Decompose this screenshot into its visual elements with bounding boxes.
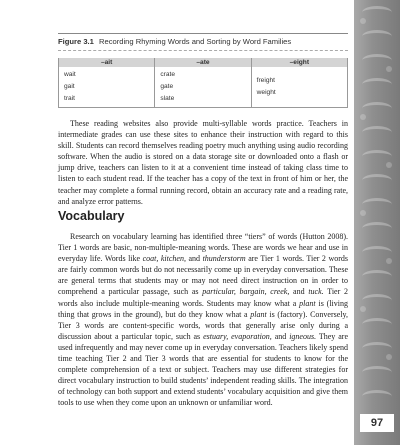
word-cell: freight (256, 77, 275, 84)
figure-dashed-rule (58, 50, 348, 51)
column-eight (252, 67, 347, 107)
tread-mark (362, 270, 392, 283)
italic-run: coat, kitchen, (142, 254, 186, 264)
header-eight: –eight (289, 59, 310, 66)
word-cell: wait (64, 71, 76, 78)
italic-run: tuck. (308, 287, 324, 297)
italic-run: plant (250, 309, 267, 319)
tread-mark (362, 6, 392, 19)
word-cell: gait (64, 83, 75, 90)
tread-dot (360, 306, 366, 312)
word-cell: weight (256, 89, 276, 96)
text-run: are Tier 1 words. Tier 2 words are fairly common words but do not necessarily come up in everyday conversation. These are general terms that students may or may not need direct instruction on in order to comprehend a particular passage, such as (58, 254, 349, 297)
text-run: and (271, 331, 290, 341)
section-heading: Vocabulary (58, 209, 125, 223)
word-cell: gate (160, 83, 174, 90)
column-ait (59, 67, 155, 107)
tread-dot (386, 258, 392, 264)
tread-dot (386, 162, 392, 168)
figure-caption (58, 37, 291, 46)
column-ate (155, 67, 251, 107)
tread-dot (360, 210, 366, 216)
decorative-side-band (354, 0, 400, 445)
tread-mark (362, 102, 392, 115)
tread-dot (386, 66, 392, 72)
text-run: and (289, 287, 309, 297)
header-ait: –ait (59, 58, 155, 67)
tread-dot (386, 354, 392, 360)
page-number: 97 (360, 414, 394, 432)
tread-mark (362, 30, 392, 43)
paragraph-reading-websites: These reading websites also provide multi-syllable words practice. Teachers in intermediate grades can use these sites to enhance their instruction with regard to this skill. Students can record themselves reading poetry much anything using audio recording software. When the audio is stored on a data storage site or downloaded onto a flash or jump drive, teachers can listen to it at a convenient time instead of taking class time to listen to each student read. If the teacher has a copy of the text in front of him or her, the teacher may complete a formal running record, obtain an accuracy rate and a reading rate, and analyze error patterns. (58, 119, 348, 206)
italic-run: igneous. (289, 331, 317, 341)
text-run: and (185, 254, 203, 264)
figure-top-rule (58, 33, 348, 34)
text-run: is (living thing that grows in the ground), but do they know what a (58, 298, 348, 319)
text-run: Research on vocabulary learning has identified three “tiers” of words (Hutton 2008). Tier 1 words are basic, non-multiple-meaning words. These are words we hear and use in everyday life. Words like (58, 232, 348, 264)
figure-caption-text: Recording Rhyming Words and Sorting by Word Families (99, 37, 292, 46)
tread-mark (362, 174, 392, 187)
text-run: is (factory). Conversely, Tier 3 words are content-specific words, words that generally arise only during a discussion about a particular topic, such as (58, 309, 349, 341)
tread-mark (362, 222, 392, 235)
tread-mark (362, 318, 392, 331)
text-run: Tier 2 words also include multiple-meaning words. Students may know what a (58, 287, 348, 308)
tread-mark (362, 126, 392, 139)
word-family-body (59, 67, 347, 107)
tread-mark (362, 366, 392, 379)
word-cell: crate (160, 71, 175, 78)
italic-run: thunderstorm (202, 254, 246, 264)
word-cell: slate (160, 95, 175, 102)
tread-mark (362, 390, 392, 403)
italic-run: particular, bargain, creek, (202, 287, 290, 297)
paragraph-vocabulary-tiers (58, 231, 348, 409)
tread-dot (360, 114, 366, 120)
word-family-table (58, 58, 348, 108)
tread-mark (362, 78, 392, 91)
italic-run: plant (299, 298, 316, 308)
italic-run: estuary, evaporation, (203, 331, 272, 341)
header-ate: –ate (155, 58, 251, 67)
text-run: They are used infrequently and may never come up in everyday conversation. Teachers likely spend time teaching Tier 2 and Tier 3 words that are essential for students to know for the complete comprehension of a text or subject. Teachers may use different strategies for direct vocabulary instruction to build students’ independent reading skills. The integration of technology can both support and extend students’ vocabulary acquisition and give them tools to use when they come upon an unknown or unfamiliar word. (58, 331, 348, 408)
figure-label: Figure 3.1 (58, 37, 94, 46)
word-family-header-row (59, 58, 347, 67)
tread-mark (362, 294, 392, 307)
tread-mark (362, 198, 392, 211)
word-cell: trait (64, 95, 75, 102)
tread-dot (360, 18, 366, 24)
